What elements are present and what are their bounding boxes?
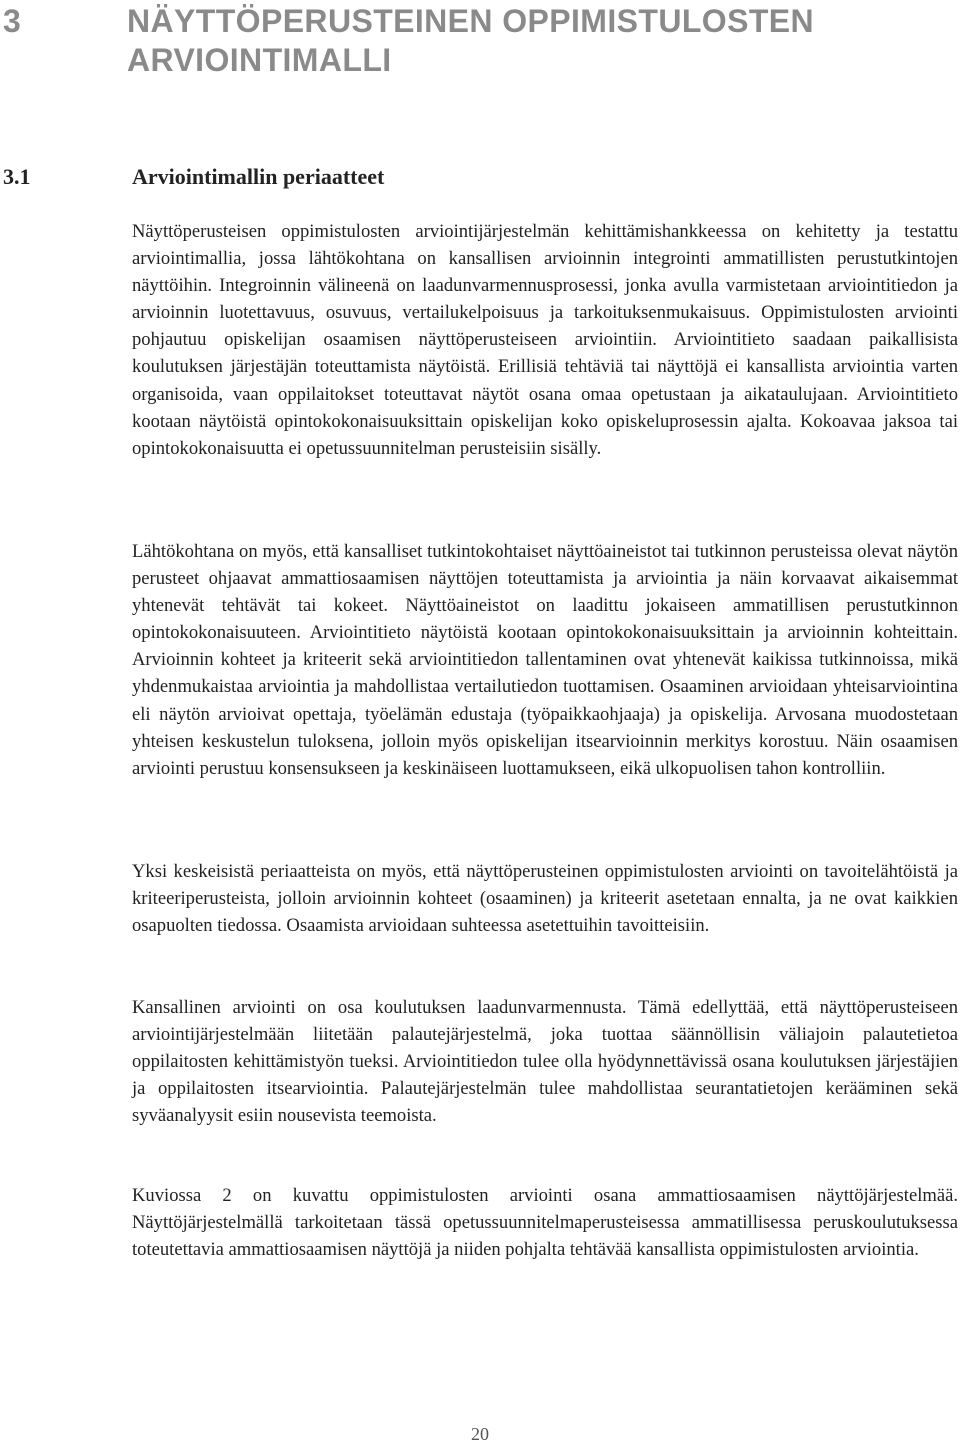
chapter-number: 3: [3, 3, 21, 39]
body-paragraph: Yksi keskeisistä periaatteista on myös, että näyttöperusteinen oppimistulosten arviointi on tavoitelähtöistä ja kriteeriperusteista, jolloin arvioinnin kohteet (osaaminen) ja kriteerit asetetaan ennalta, ja ne ovat kaikkien osapuolten tiedossa. Osaamista arvioidaan suhteessa asetettuihin tavoitteisiin.: [132, 861, 958, 937]
section-number: 3.1: [3, 164, 31, 189]
page-number: 20: [471, 1424, 489, 1444]
body-paragraph: Kansallinen arviointi on osa koulutuksen laadunvarmennusta. Tämä edellyttää, että näyttöperusteiseen arviointijärjestelmään liitetään palautejärjestelmä, joka tuottaa säännöllisin väliajoin palautetietoa oppilaitosten kehittämistyön tueksi. Arviointitiedon tulee olla hyödynnettävissä osana koulutuksen järjestäjien ja oppilaitosten itsearviointia. Palautejärjestelmän tulee mahdollistaa seurantatietojen kerääminen sekä syväanalyysit esiin nousevista teemoista.: [132, 997, 958, 1127]
section-title: Arviointimallin periaatteet: [132, 164, 385, 189]
body-paragraph: Näyttöperusteisen oppimistulosten arviointijärjestelmän kehittämishankkeessa on kehitetty ja testattu arviointimallia, jossa lähtökohtana on kansallisen arvioinnin integrointi ammatillisten perustutkintojen näyttöihin. Integroinnin välineenä on laadunvarmennusprosessi, jonka avulla varmistetaan arviointitiedon ja arvioinnin luotettavuus, osuvuus, vertailukelpoisuus ja tarkoituksenmukaisuus. Oppimistulosten arviointi pohjautuu opiskelijan osaamisen näyttöperusteiseen arviointiin. Arviointitieto saadaan paikallisista koulutuksen järjestäjän toteuttamista näytöistä. Erillisiä tehtäviä tai näyttöjä ei kansallista arviointia varten organisoida, vaan oppilaitokset toteuttavat näytöt osana omaa opetustaan ja aikataulujaan. Arviointitieto kootaan näytöistä opintokokonaisuuksittain opiskelijan koko opiskeluprosessin ajalta. Kokoavaa jaksoa tai opintokokonaisuutta ei opetussuunnitelman perusteisiin sisälly.: [132, 221, 958, 459]
chapter-title: NÄYTTÖPERUSTEINEN OPPIMISTULOSTEN ARVIOINTIMALLI: [127, 3, 815, 78]
body-paragraph: Kuviossa 2 on kuvattu oppimistulosten arviointi osana ammattiosaamisen näyttöjärjestelmää. Näyttöjärjestelmällä tarkoitetaan tässä opetussuunnitelmaperusteisessa ammatillisessa peruskoulutuksessa toteutettavia ammattiosaamisen näyttöjä ja niiden pohjalta tehtävää kansallista oppimistulosten arviointia.: [132, 1185, 958, 1261]
body-paragraph: Lähtökohtana on myös, että kansalliset tutkintokohtaiset näyttöaineistot tai tutkinnon perusteissa olevat näytön perusteet ohjaavat ammattiosaamisen näyttöjen toteuttamista ja arviointia ja näin korvaavat aikaisemmat yhtenevät tehtävät tai kokeet. Näyttöaineistot on laadittu jokaiseen ammatillisen perustutkinnon opintokokonaisuuteen. Arviointitieto näytöistä kootaan opintokokonaisuuksittain ja arvioinnin kohteittain. Arvioinnin kohteet ja kriteerit sekä arviointitiedon tallentaminen ovat yhtenevät kaikissa tutkinnoissa, mikä yhdenmukaistaa arviointia ja mahdollistaa vertailutiedon tuottamisen. Osaaminen arvioidaan yhteisarviointina eli näytön arvioivat opettaja, työelämän edustaja (työpaikkaohjaaja) ja opiskelija. Arvosana muodostetaan yhteisen keskustelun tuloksena, jolloin myös opiskelijan itsearvioinnin merkitys korostuu. Näin osaamisen arviointi perustuu konsensukseen ja keskinäiseen luottamukseen, eikä ulkopuolisen tahon kontrolliin.: [132, 541, 958, 779]
